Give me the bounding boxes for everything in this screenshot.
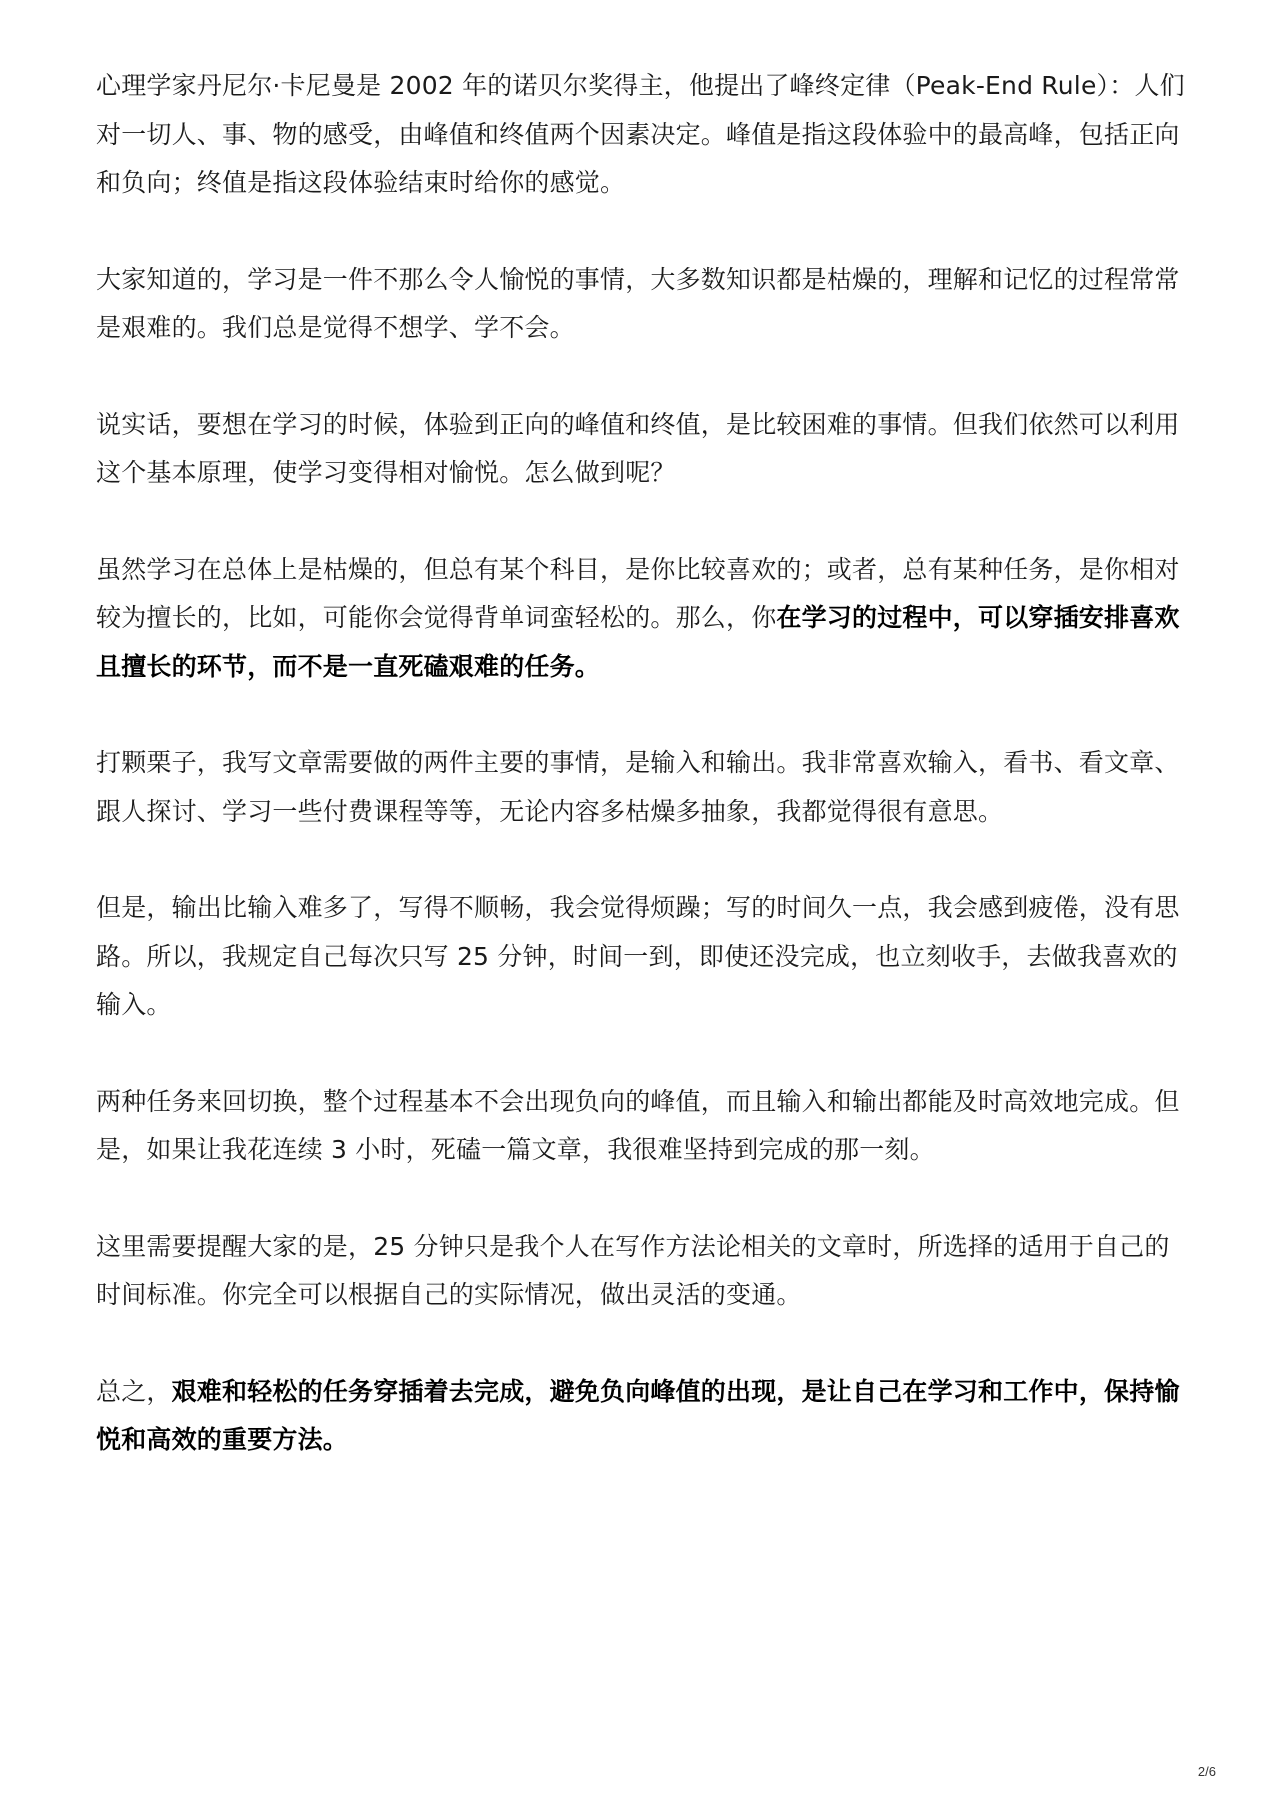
paragraph-text: 虽然学习在总体上是枯燥的，但总有某个科目，是你比较喜欢的；或者，总有某种任务，是你相对较为擅长的，比如，可能你会觉得背单词蛮轻松的。那么，你 [96,554,1180,632]
paragraph-peak-end-rule [96,62,1186,208]
paragraph-25-minutes [96,884,1186,1030]
paragraph-reminder [96,1223,1186,1320]
paragraph-interleave-tasks [96,546,1186,692]
paragraph-text: 但是，输出比输入难多了，写得不顺畅，我会觉得烦躁；写的时间久一点，我会感到疲倦，没有思路。所以，我规定自己每次只写 25 分钟，时间一到，即使还没完成，也立刻收手，去做我喜欢的输入。 [96,893,1180,1019]
paragraph-example-input-output [96,739,1186,836]
paragraph-text: 这里需要提醒大家的是，25 分钟只是我个人在写作方法论相关的文章时，所选择的适用于自己的时间标准。你完全可以根据自己的实际情况，做出灵活的变通。 [96,1231,1170,1309]
emphasis-text: 在学习的过程中，可以穿插安排喜欢且擅长的环节，而不是一直死磕艰难的任务。 [96,603,1180,681]
paragraph-learning-difficulty [96,256,1186,353]
paragraph-how-to [96,401,1186,498]
paragraph-conclusion [96,1368,1186,1465]
paragraph-text: 两种任务来回切换，整个过程基本不会出现负向的峰值，而且输入和输出都能及时高效地完成。但是，如果让我花连续 3 小时，死磕一篇文章，我很难坚持到完成的那一刻。 [96,1086,1180,1164]
paragraph-text: 总之， [96,1376,172,1406]
paragraph-switching [96,1078,1186,1175]
emphasis-text: 艰难和轻松的任务穿插着去完成，避免负向峰值的出现，是让自己在学习和工作中，保持愉悦和高效的重要方法。 [96,1376,1180,1454]
paragraph-text: 心理学家丹尼尔·卡尼曼是 2002 年的诺贝尔奖得主，他提出了峰终定律（Peak-End Rule）：人们对一切人、事、物的感受，由峰值和终值两个因素决定。峰值是指这段体验中的最高峰，包括正向和负向；终值是指这段体验结束时给你的感觉。 [96,71,1185,197]
article-body [96,62,1186,1513]
paragraph-text: 打颗栗子，我写文章需要做的两件主要的事情，是输入和输出。我非常喜欢输入，看书、看文章、跟人探讨、学习一些付费课程等等，无论内容多枯燥多抽象，我都觉得很有意思。 [96,748,1180,826]
paragraph-text: 说实话，要想在学习的时候，体验到正向的峰值和终值，是比较困难的事情。但我们依然可以利用这个基本原理，使学习变得相对愉悦。怎么做到呢？ [96,409,1180,487]
page-number: 2/6 [1197,1764,1216,1779]
paragraph-text: 大家知道的，学习是一件不那么令人愉悦的事情，大多数知识都是枯燥的，理解和记忆的过程常常是艰难的。我们总是觉得不想学、学不会。 [96,264,1180,342]
